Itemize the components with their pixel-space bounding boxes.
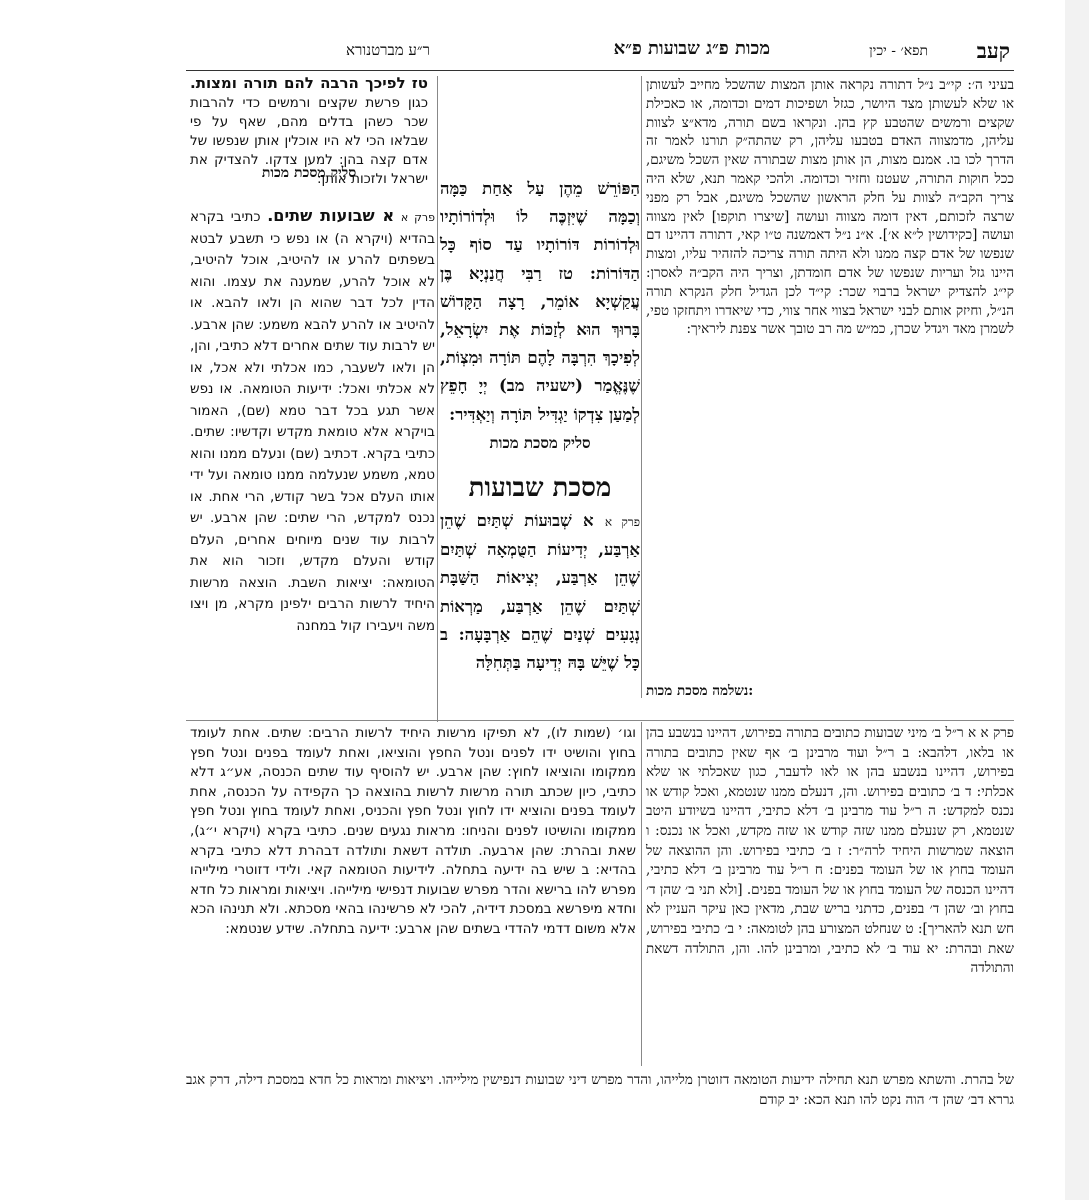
bottom-right-commentary xyxy=(646,724,1014,1064)
section-divider xyxy=(186,720,1014,721)
page-header xyxy=(210,38,1010,64)
top-left-commentary-text: כגון פרשת שקצים ורמשים כדי להרבות שכר כשהן בדלים מהם, שאף על פי שבלאו הכי לא היו אוכלין אותן שנפשו של אדם קצה בהן: למען צדקו. להצדיק את ישראל ולזכות אותן: xyxy=(190,95,428,187)
mishnah-shevuot-text: א שְׁבוּעוֹת שְׁתַּיִם שֶׁהֵן אַרְבַּע, יְדִיעוֹת הַטֻּמְאָה שְׁתַּיִם שֶׁהֵן אַרְבַּע, יְצִיאוֹת הַשַּׁבָּת שְׁתַּיִם שֶׁהֵן אַרְבַּע, מַרְאוֹת נְגָעִים שְׁנַיִם שֶׁהֵם אַרְבָּעָה: ב כָּל שֶׁיֵּשׁ בָּהּ יְדִיעָה בַּתְּחִלָּה xyxy=(440,511,640,673)
header-rule xyxy=(186,70,1014,71)
bottom-right-commentary-text: פרק א א ר״ל ב׳ מיני שבועות כתובים בתורה בפירוש, דהיינו בנשבע בהן או בלאו, דלהבא: ב ר״ל ועוד מרבינן ב׳ אף שאין כתובים בתורה בפירוש, דהיינו בנשבע בהן או לאו לדעבר, כגון שאכלתי או שלא אכלתי: ד ב׳ כתובים בפירוש. והן, דנעלם ממנו שנטמא, ואכל קודש או נכנס למקדש: ה ר״ל עוד מרבינן ב׳ דלא כתיבי, דהיינו בשיודע היטב שנטמא, רק שנעלם ממנו שזה קודש או שזה מקדש, ואכל או נכנס: ו הוצאה שמרשות היחיד לרה״ר: ז ב׳ כתיבי בפירוש. והן ההוצאה של העומד בחוץ או של העומד בפנים: ח ר״ל עוד מרבינן ב׳ דלא כתיבי, דהיינו הכנסה של העומד בחוץ או של העומד בפנים. [ולא תני ב׳ שהן ד׳ בחוץ וב׳ שהן ד׳ בפנים, כדתני בריש שבת, מדאין כאן עיקר העניין לא חש תנא להאריך]: ט שנחלט המצורע בהן לטומאה: י ב׳ כתיבי בפירוש, שאת ובהרת: יא עוד ב׳ לא כתיבי, ומרבינן להו. והן, התולדה דשאת והתולדה xyxy=(646,725,1014,977)
center-mishnah xyxy=(440,175,640,679)
page-edge xyxy=(1065,0,1089,1200)
mid-left-lead: א שבועות שתים. xyxy=(267,206,395,225)
mishnah-makkot-end: הַפּוֹרֵשׁ מֵהֶן עַל אַחַת כַּמָּה וְכַמָּה שֶׁיִּזְכֶּה לוֹ וּלְדוֹרוֹתָיו וּלְדוֹרוֹת דּוֹרוֹתָיו עַד סוֹף כָּל הַדּוֹרוֹת: טז רַבִּי חֲנַנְיָא בֶּן עֲקַשְׁיָא אוֹמֵר, רָצָה הַקָּדוֹשׁ בָּרוּךְ הוּא לְזַכּוֹת אֶת יִשְׂרָאֵל, לְפִיכָךְ הִרְבָּה לָהֶם תּוֹרָה וּמִצְוֹת, שֶׁנֶּאֱמַר (ישעיה מב) יְיָ חָפֵץ לְמַעַן צִדְקוֹ יַגְדִּיל תּוֹרָה וְיַאְדִּיר: xyxy=(440,179,640,424)
center-siyum: סליק מסכת מכות xyxy=(489,433,591,452)
center-perek-label: פרק א xyxy=(604,515,640,530)
mid-left-perek: פרק א xyxy=(400,211,435,224)
top-left-lead: טז לפיכך הרבה להם תורה ומצות. xyxy=(190,74,428,92)
bottom-left-commentary xyxy=(190,724,636,1070)
column-divider-right xyxy=(641,76,642,698)
column-divider-bottom xyxy=(641,722,642,1066)
header-commentary-code: תפא׳ - יכין xyxy=(869,43,928,59)
page-number: קעב xyxy=(976,38,1010,63)
bottom-left-commentary-text: וגו׳ (שמות לו), לא תפיקו מרשות היחיד לרשות הרבים: שתים. אחת לעומד בחוץ והושיט ידו לפנים ונטל החפץ והוציאו, ואחת לעומד בפנים ונטל חפץ ממקומו והוציאו לחוץ: שהן ארבע. יש להוסיף עוד שתים הכנסה, אע״ג דלא כתיבי, כיון שכתב תורה מרשות לרשות בהוצאה כך הקפידה על הכנסה, אחת לעומד בפנים והוציא ידו לחוץ ונטל חפץ והכניס, ואחת לעומד בחוץ ונטל חפץ ממקומו והושיטו לפנים והניחו: מראות נגעים שנים. כתיבי בקרא (ויקרא י״ג), שאת ובהרת: שהן ארבעה. תולדה דשאת ותולדה דבהרת דלא כתיבי בקרא בהדיא: ב שיש בה ידיעה בתחלה. לידיעות הטומאה קאי. ולידי דזוטרי מילייהו מפרש להו ברישא והדר מפרש שבועות דנפישי מילייהו. ויציאות ומראות כל חדא וחדא מיפרשא במסכת דידיה, להכי לא פרשינהו בהאי מסכתא. ולא תנינהו הכא אלא משום דדמי להדדי בשתים שהן ארבע: ידיעה בתחלה. שידע שנטמא: xyxy=(190,725,636,937)
top-right-commentary xyxy=(646,76,1014,682)
tractate-title: מסכת שבועות xyxy=(468,473,612,504)
mid-left-commentary-text: כתיבי בקרא בהדיא (ויקרא ה) או נפש כי תשבע לבטא בשפתים להרע או להיטיב, אוכל להיטיב, לא אוכל להרע, שמענה את עצמו. והוא הדין לכל דבר שהוא הן ולאו להבא. או להיטיב או להרע להבא משמע: שהן ארבע. יש לרבות עוד שתים אחרים דלא כתיבי, והן, הן ולאו לשעבר, כמו אכלתי ולא אכל, או לא אכלתי ואכל: ידיעות הטומאה. או נפש אשר תגע בכל דבר טמא (שם), האמור בויקרא אלא טומאת מקדש וקדשיו: שתים. כתיבי בקרא. דכתיב (שם) ונעלם ממנו והוא טמא, משמע שנעלמה ממנו טומאה ועל ידי אותו העלם אכל בשר קודש, הרי אחת. או נכנס למקדש, הרי שתים: שהן ארבע. יש לרבות עוד שנים מיוחים אחרים, העלם קודש והעלם מקדש, וזכור הוא את הטומאה: יציאות השבת. הוצאה מרשות היחיד לרשות הרבים ילפינן מקרא, מן ויצו משה ויעבירו קול במחנה xyxy=(190,209,435,634)
header-commentator: ר״ע מברטנורא xyxy=(346,41,430,59)
header-title: מכות פ״ג שבועות פ״א xyxy=(613,38,770,59)
top-right-siyum: נשלמה מסכת מכות: xyxy=(646,683,754,699)
bottom-full-commentary xyxy=(186,1070,1014,1120)
top-right-commentary-text: בעיני ה׳: קי״ב נ״ל דתורה נקראה אותן המצות שהשכל מחייב לעשותן או שלא לעשותן מצד היושר, כגזל ושפיכות דמים וכדומה, או כאכילת שקצים ורמשים שהטבע קץ בהן. ונקראו בשם תורה, מדא״צ לצוות עליהן, מדמצווה האדם בטבעו עליהן, רק שהתה״ק תורנו לאמר זה הדרך לכו בו. אמנם מצות, הן אותן מצות שבתורה שאין השכל משיגם, ככל חוקות התורה, שעטנז וחזיר וכדומה. ולהכי קאמר תנא, שלא היה צריך הקב״ה לצוות על חלק הראשון שהשכל משיגם, אבל רק מפני שרצה לזכותם, דאין דומה מצווה ועושה [שיצרו תוקפו] לאין מצווה ועושה [כקידושין ל״א א׳]. א״נ נ״ל דאמשנה ט״ו קאי, דתורה דהיינו דם שנפשו של אדם קצה ממנו ולא היתה תורה צריכה להזהיר עליו, ומצות היינו גזל ועריות שנפשו של אדם חומדתן, וצריך היה הקב״ה לאסרן: קי״ג להצדיק ישראל ברבוי שכר: קי״ד לכן הגדיל חלק הנקרא תורה הנ״ל, וחיזק אותם לבני ישראל בצווי אחר צווי, כדי שיאדרו ויתחזקו טפי, לשמרן מאד ויגדל שכרן, כמ״ש מה רב טובך אשר צפנת ליראיך: xyxy=(646,77,1014,338)
bottom-full-commentary-text: של בהרת. והשתא מפרש תנא תחילה ידיעות הטומאה דזוטרן מלייהו, והדר מפרש דיני שבועות דנפישין מילייהו. ויציאות ומראות כל חדא במסכת דילה, דרק אגב גררא דב׳ שהן ד׳ הוה נקט להו תנא הכא: יב קודם xyxy=(186,1072,1014,1108)
top-left-siyum: סליק מסכת מכות xyxy=(261,165,357,181)
column-divider-left xyxy=(437,76,438,722)
mid-left-commentary xyxy=(190,205,435,725)
